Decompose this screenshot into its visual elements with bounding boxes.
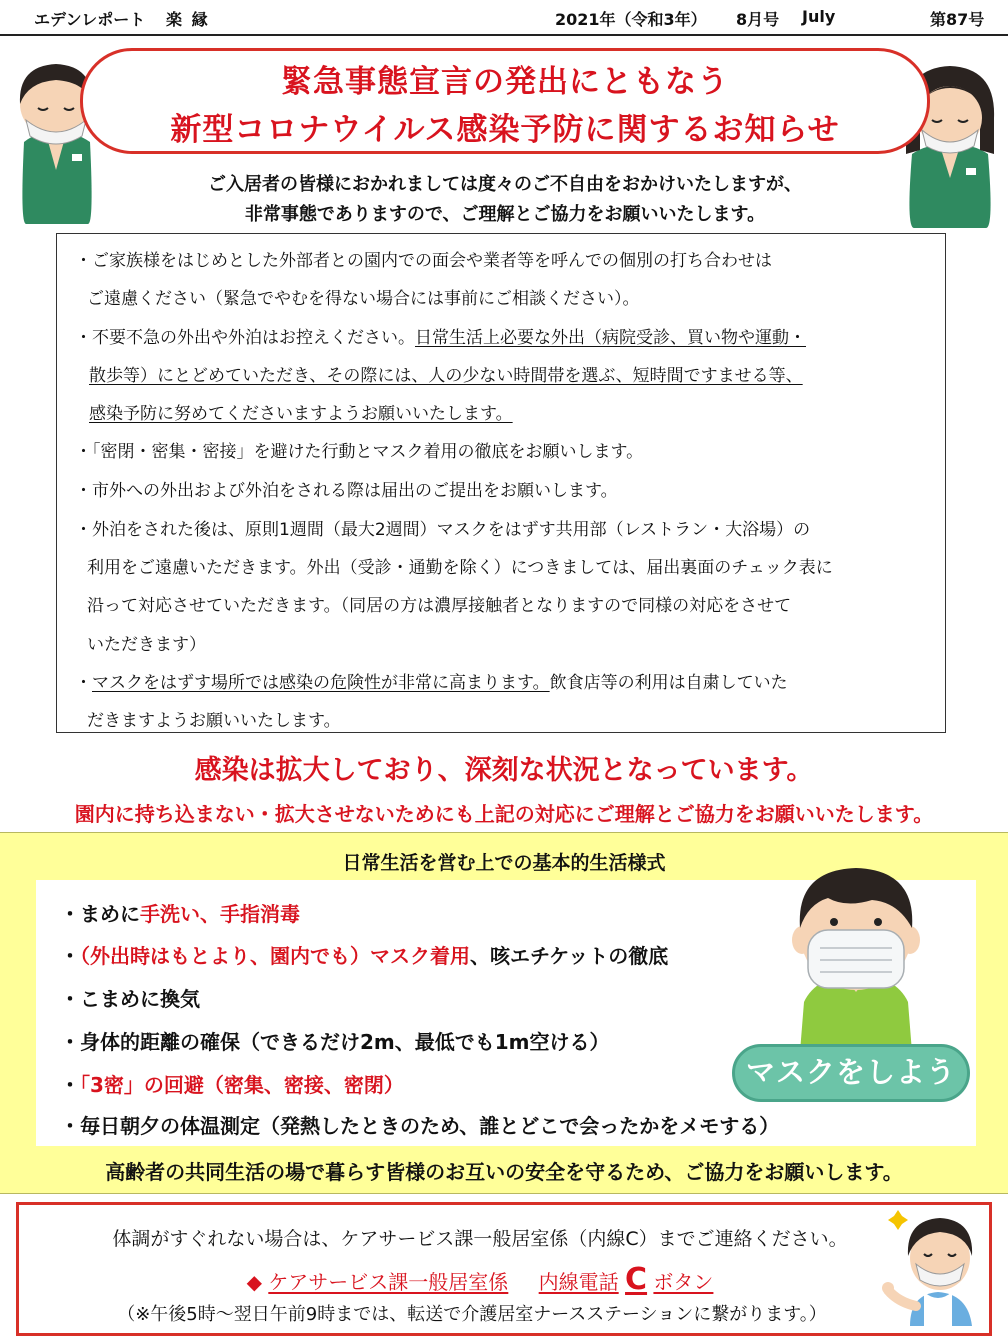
warning-main: 感染は拡大しており、深刻な状況となっています。 [194, 755, 814, 786]
lifestyle-text: 、咳エチケットの徹底 [470, 944, 669, 968]
notice-line [75, 323, 806, 348]
notice-title-line1: 緊急事態宣言の発出にともなう [281, 64, 729, 100]
notice-line: いただきます） [87, 635, 206, 655]
notice-line: ・「密閉・密集・密接」を避けた行動とマスク着用の徹底をお願いします。 [75, 442, 644, 462]
contact-line3: （※午後5時～翌日午前9時までは、転送で介護居室ナースステーションに繋がります。） [117, 1304, 827, 1325]
facility-name: 楽 縁 [166, 10, 210, 29]
intro-line2: 非常事態でありますので、ご理解とご協力をお願いいたします。 [244, 204, 766, 225]
lifestyle-item: ・こまめに換気 [60, 987, 200, 1011]
contact-dept: ケアサービス課一般居室係 [268, 1270, 509, 1294]
issue-month-en: July [802, 7, 836, 26]
lifestyle-item [60, 940, 668, 969]
pointing-nurse-illustration [880, 1206, 990, 1332]
report-header [0, 0, 1008, 36]
notice-line: 沿って対応させていただきます。（同居の方は濃厚接触者となりますので同様の対応をさせて [87, 596, 792, 616]
contact-line1: 体調がすぐれない場合は、ケアサービス課一般居室係（内線C）までご連絡ください。 [112, 1228, 848, 1250]
lifestyle-text-highlight: 「3密」の回避（密集、密接、密閉） [80, 1073, 404, 1097]
contact-ext-label: 内線電話 [538, 1270, 619, 1294]
contact-ext-suffix: ボタン [653, 1270, 714, 1294]
intro-line1: ご入居者の皆様におかれましては度々のご不自由をおかけいたしますが、 [208, 174, 802, 195]
notice-line: だきますようお願いいたします。 [87, 711, 341, 731]
issue-month: 8月号 [736, 10, 780, 29]
notice-line: ・外泊をされた後は、原則1週間（最大2週間）マスクをはずす共用部（レストラン・大浴場）の [75, 520, 811, 540]
masked-man-illustration [776, 852, 936, 1052]
warning-sub: 園内に持ち込まない・拡大させないためにも上記の対応にご理解とご協力をお願いいたします。 [74, 802, 934, 826]
issue-number: 第87号 [930, 10, 985, 29]
lifestyle-item: ・身体的距離の確保（できるだけ2m、最低でも1m空ける） [60, 1030, 610, 1054]
lifestyle-item [60, 898, 300, 927]
lifestyle-title: 日常生活を営む上での基本的生活様式 [342, 852, 666, 874]
notice-line [75, 668, 788, 693]
notice-text-underlined: マスクをはずす場所では感染の危険性が非常に高まります。 [92, 673, 550, 693]
notice-title-line2: 新型コロナウイルス感染予防に関するお知らせ [170, 112, 840, 148]
lifestyle-text-highlight: 手洗い、手指消毒 [140, 902, 300, 926]
lifestyle-item: ・毎日朝夕の体温測定（発熱したときのため、誰とどこで会ったかをメモする） [60, 1114, 780, 1138]
notice-line: ・市外への外出および外泊をされる際は届出のご提出をお願いします。 [75, 481, 618, 501]
notice-text: ・ [75, 673, 92, 693]
notice-text-underlined: 日常生活上必要な外出（病院受診、買い物や運動・ [415, 328, 806, 348]
notice-line: ご遠慮ください（緊急でやむを得ない場合には事前にご相談ください）。 [87, 289, 640, 309]
lifestyle-item [60, 1069, 404, 1098]
notice-line: 利用をご遠慮いただきます。外出（受診・通勤を除く）につきましては、届出裏面のチェック表に [87, 558, 833, 578]
lifestyle-text: ・ [60, 944, 80, 968]
notice-line: ・ご家族様をはじめとした外部者との園内での面会や業者等を呼んでの個別の打ち合わせは [75, 251, 772, 271]
mask-slogan-text: マスクをしよう [745, 1055, 956, 1089]
notice-text: ・不要不急の外出や外泊はお控えください。 [75, 328, 415, 348]
notice-line-underlined: 感染予防に努めてくださいますようお願いいたします。 [89, 404, 513, 424]
notice-text: 飲食店等の利用は自粛していた [549, 673, 788, 693]
diamond-icon: ◆ [246, 1270, 262, 1294]
lifestyle-text: ・ [60, 1073, 80, 1097]
notice-line-underlined: 散歩等）にとどめていただき、その際には、人の少ない時間帯を選ぶ、短時間ですませる等、 [89, 366, 803, 386]
publication-name: エデンレポート [34, 10, 146, 29]
lifestyle-closing: 高齢者の共同生活の場で暮らす皆様のお互いの安全を守るため、ご協力をお願いします。 [105, 1160, 903, 1184]
notice-box [56, 233, 946, 733]
lifestyle-text: ・まめに [60, 902, 140, 926]
lifestyle-text-highlight: （外出時はもとより、園内でも）マスク着用 [80, 944, 470, 968]
contact-ext-key: C [625, 1262, 648, 1297]
contact-line2 [30, 1262, 930, 1297]
issue-date: 2021年（令和3年） [555, 10, 707, 29]
